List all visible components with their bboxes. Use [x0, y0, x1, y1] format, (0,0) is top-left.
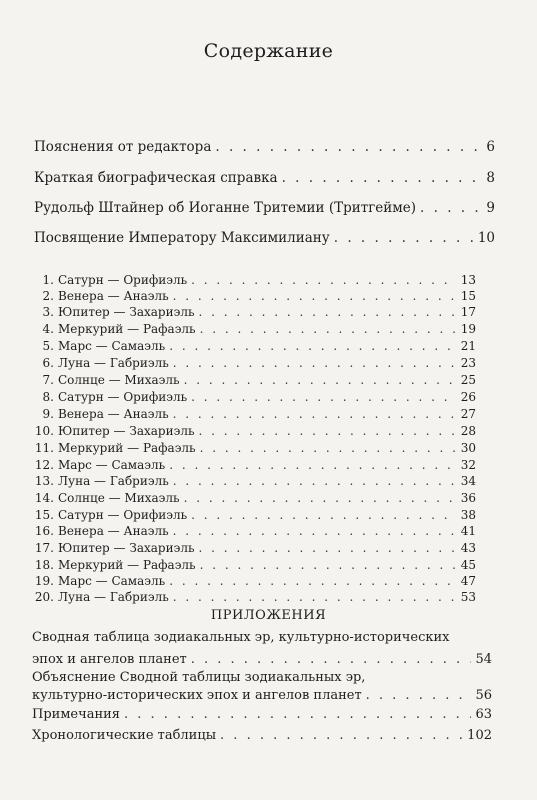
entry-page: 8	[486, 170, 495, 186]
appendix-entry	[32, 728, 492, 743]
chapter-label: Юпитер — Захариэль	[58, 541, 195, 555]
toc-title: Содержание	[203, 40, 334, 62]
leader-dots	[198, 541, 456, 555]
chapter-page: 19	[460, 322, 476, 336]
leader-dots	[366, 688, 472, 703]
chapter-number: 8.	[42, 390, 54, 404]
chapter-label: Сатурн — Орифиэль	[58, 273, 188, 287]
chapter-page: 17	[460, 305, 476, 319]
leader-dots	[173, 590, 457, 604]
appendix-entry	[32, 652, 492, 667]
chapter-page: 25	[460, 373, 476, 387]
chapter-label: Юпитер — Захариэль	[58, 305, 195, 319]
leader-dots	[191, 652, 472, 667]
chapter-label: Меркурий — Рафаэль	[58, 441, 196, 455]
chapter-number: 20.	[34, 590, 54, 604]
leader-dots	[282, 170, 483, 186]
entry-page: 10	[477, 230, 495, 246]
chapter-label: Луна — Габриэль	[58, 356, 169, 370]
chapter-number: 13.	[34, 474, 54, 488]
entry-label: Пояснения от редактора	[34, 139, 212, 155]
chapter-entry	[34, 574, 476, 588]
chapter-page: 15	[460, 289, 476, 303]
leader-dots	[184, 491, 457, 505]
chapter-entry	[34, 390, 476, 404]
appendix-line: Объяснение Сводной таблицы зодиакальных эр,	[32, 670, 366, 685]
appendix-page: 63	[475, 707, 492, 722]
leader-dots	[169, 574, 457, 588]
chapter-entry	[34, 590, 476, 604]
chapter-label: Меркурий — Рафаэль	[58, 558, 196, 572]
toc-entry	[34, 139, 495, 155]
chapter-label: Марс — Самаэль	[58, 574, 166, 588]
chapter-entry	[34, 541, 476, 555]
chapter-page: 32	[460, 458, 476, 472]
chapter-number: 19.	[34, 574, 54, 588]
chapter-number: 6.	[42, 356, 54, 370]
leader-dots	[173, 474, 457, 488]
chapter-entry	[34, 491, 476, 505]
toc-entry	[34, 200, 495, 216]
chapter-page: 43	[460, 541, 476, 555]
appendix-entry	[32, 688, 492, 703]
chapter-label: Юпитер — Захариэль	[58, 424, 195, 438]
appendix-page: 54	[475, 652, 492, 667]
entry-page: 9	[486, 200, 495, 216]
leader-dots	[124, 707, 471, 722]
chapter-entry	[34, 458, 476, 472]
chapter-entry	[34, 373, 476, 387]
leader-dots	[200, 441, 457, 455]
chapter-number: 3.	[42, 305, 54, 319]
leader-dots	[184, 373, 457, 387]
chapter-page: 34	[460, 474, 476, 488]
appendix-label: Примечания	[32, 707, 121, 722]
chapter-label: Сатурн — Орифиэль	[58, 390, 188, 404]
entry-label: Краткая биографическая справка	[34, 170, 278, 186]
chapter-entry	[34, 339, 476, 353]
leader-dots	[169, 458, 457, 472]
chapter-label: Венера — Анаэль	[58, 407, 169, 421]
leader-dots	[420, 200, 482, 216]
chapter-number: 14.	[34, 491, 54, 505]
chapter-page: 13	[460, 273, 476, 287]
chapter-number: 7.	[42, 373, 54, 387]
appendix-page: 56	[475, 688, 492, 703]
chapter-entry	[34, 558, 476, 572]
appendix-line: Сводная таблица зодиакальных эр, культурно-исторических	[32, 630, 450, 645]
chapter-label: Солнце — Михаэль	[58, 491, 180, 505]
chapter-label: Венера — Анаэль	[58, 289, 169, 303]
chapter-label: Луна — Габриэль	[58, 590, 169, 604]
chapter-entry	[34, 524, 476, 538]
chapter-entry	[34, 356, 476, 370]
toc-entry	[34, 230, 495, 246]
chapter-page: 47	[460, 574, 476, 588]
chapter-label: Марс — Самаэль	[58, 339, 166, 353]
chapter-number: 9.	[42, 407, 54, 421]
chapter-label: Сатурн — Орифиэль	[58, 508, 188, 522]
appendix-label: Хронологические таблицы	[32, 728, 217, 743]
chapter-page: 38	[460, 508, 476, 522]
leader-dots	[200, 558, 457, 572]
leader-dots	[198, 305, 456, 319]
chapter-entry	[34, 474, 476, 488]
chapter-page: 30	[460, 441, 476, 455]
appendix-entry	[32, 707, 492, 722]
leader-dots	[191, 508, 457, 522]
leader-dots	[198, 424, 456, 438]
chapter-page: 41	[460, 524, 476, 538]
leader-dots	[220, 728, 463, 743]
chapter-entry	[34, 407, 476, 421]
chapter-number: 16.	[34, 524, 54, 538]
chapter-entry	[34, 289, 476, 303]
chapter-number: 4.	[42, 322, 54, 336]
chapter-page: 21	[460, 339, 476, 353]
chapter-number: 10.	[34, 424, 54, 438]
chapter-number: 15.	[34, 508, 54, 522]
leader-dots	[334, 230, 474, 246]
chapter-number: 2.	[42, 289, 54, 303]
leader-dots	[215, 139, 482, 155]
leader-dots	[173, 407, 457, 421]
chapter-number: 11.	[34, 441, 54, 455]
chapter-page: 36	[460, 491, 476, 505]
chapter-page: 27	[460, 407, 476, 421]
appendix-label: культурно-исторических эпох и ангелов планет	[32, 688, 362, 703]
leader-dots	[200, 322, 457, 336]
chapter-page: 53	[460, 590, 476, 604]
appendix-label: эпох и ангелов планет	[32, 652, 187, 667]
chapter-label: Луна — Габриэль	[58, 474, 169, 488]
chapter-entry	[34, 305, 476, 319]
chapter-number: 5.	[42, 339, 54, 353]
chapter-entry	[34, 424, 476, 438]
chapter-number: 18.	[34, 558, 54, 572]
leader-dots	[173, 289, 457, 303]
leader-dots	[173, 524, 457, 538]
chapter-entry	[34, 273, 476, 287]
chapter-entry	[34, 441, 476, 455]
leader-dots	[173, 356, 457, 370]
entry-label: Рудольф Штайнер об Иоганне Тритемии (Тритгейме)	[34, 200, 417, 216]
leader-dots	[191, 273, 457, 287]
entry-label: Посвящение Императору Максимилиану	[34, 230, 330, 246]
chapter-number: 12.	[34, 458, 54, 472]
toc-entry	[34, 170, 495, 186]
chapter-entry	[34, 508, 476, 522]
chapter-label: Венера — Анаэль	[58, 524, 169, 538]
chapter-entry	[34, 322, 476, 336]
chapter-page: 45	[460, 558, 476, 572]
chapter-page: 28	[460, 424, 476, 438]
chapter-page: 26	[460, 390, 476, 404]
appendix-heading: ПРИЛОЖЕНИЯ	[210, 608, 327, 623]
chapter-page: 23	[460, 356, 476, 370]
chapter-label: Солнце — Михаэль	[58, 373, 180, 387]
chapter-label: Меркурий — Рафаэль	[58, 322, 196, 336]
leader-dots	[191, 390, 457, 404]
appendix-page: 102	[467, 728, 492, 743]
chapter-label: Марс — Самаэль	[58, 458, 166, 472]
leader-dots	[169, 339, 457, 353]
entry-page: 6	[486, 139, 495, 155]
chapter-number: 1.	[42, 273, 54, 287]
chapter-number: 17.	[34, 541, 54, 555]
